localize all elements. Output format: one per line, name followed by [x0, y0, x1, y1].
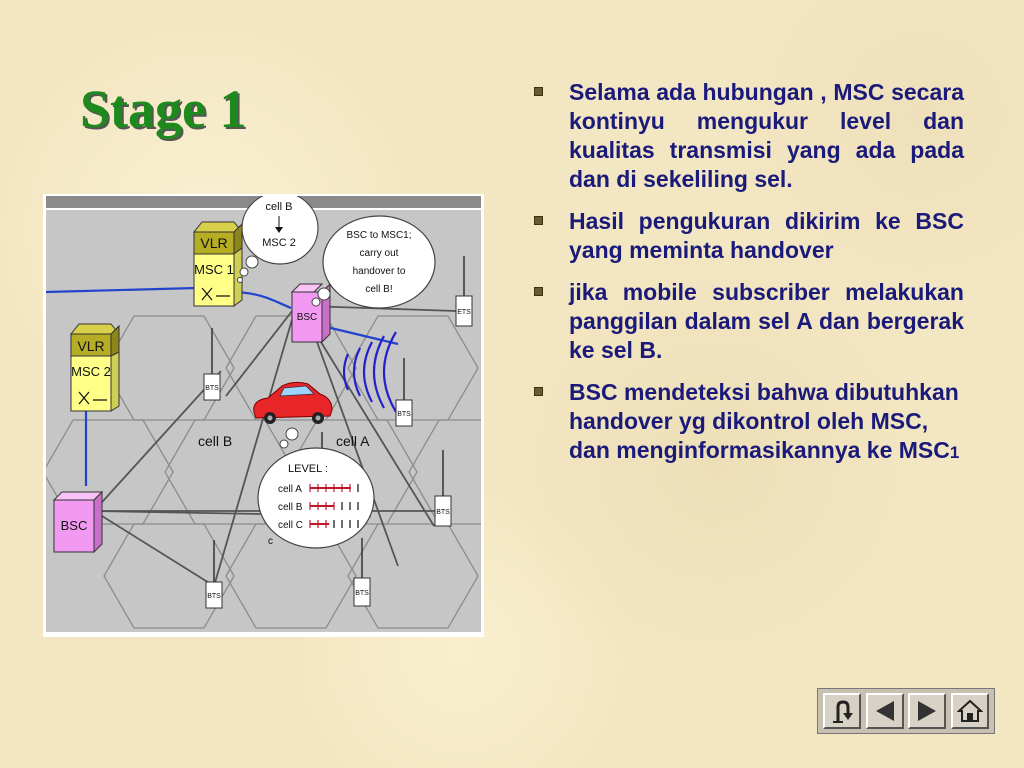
slide-title: Stage 1 — [80, 79, 247, 139]
bts-label: BTS — [205, 385, 219, 392]
bsc-bottom-unit — [54, 492, 102, 552]
u-turn-arrow-icon — [829, 698, 855, 724]
bullet-item — [532, 378, 964, 467]
next-slide-button[interactable] — [908, 693, 946, 729]
bubble-message-line: BSC to MSC1; — [346, 230, 412, 241]
msc1-unit — [194, 222, 242, 306]
msc2-vlr-label: VLR — [77, 338, 105, 354]
bullet-text: BSC mendeteksi bahwa dibutuhkan handover yg dikontrol oleh MSC, dan menginformasikannya ke MSC — [569, 379, 959, 463]
bullet-text: Hasil pengukuran dikirim ke BSC yang meminta handover — [569, 208, 964, 263]
bullet-marker — [534, 387, 543, 396]
bullet-item — [532, 78, 964, 194]
bullet-text: jika mobile subscriber melakukan panggilan dalam sel A dan bergerak ke sel B. — [569, 279, 964, 363]
triangle-left-icon — [872, 698, 898, 724]
bullet-item — [532, 278, 964, 365]
bullet-list — [532, 78, 964, 480]
msc1-vlr-label: VLR — [200, 235, 228, 251]
bullet-marker — [534, 87, 543, 96]
bullet-marker — [534, 216, 543, 225]
level-row-label: cell B — [278, 502, 303, 513]
bts-label: BTS — [355, 590, 369, 597]
cell-b-label: cell B — [198, 433, 233, 449]
bsc-bottom-label: BSC — [60, 518, 88, 533]
bubble-message-line: cell B! — [365, 284, 393, 295]
network-diagram — [46, 196, 481, 632]
bts-label: BTS — [397, 411, 411, 418]
navigation-bar — [817, 688, 995, 734]
house-icon — [957, 698, 983, 724]
level-title: LEVEL : — [288, 463, 328, 475]
bts-label: BTS — [436, 509, 450, 516]
previous-slide-button[interactable] — [866, 693, 904, 729]
bubble-message-line: carry out — [359, 248, 399, 259]
triangle-right-icon — [914, 698, 940, 724]
bubble-message-line: handover to — [352, 266, 406, 277]
bullet-suffix: 1 — [949, 443, 960, 462]
bts-right-label: ETS — [457, 309, 471, 316]
msc1-label: MSC 1 — [194, 262, 234, 277]
bullet-text: Selama ada hubungan , MSC secara kontinyu mengukur level dan kualitas transmisi yang ada pada dan di sekeliling sel. — [569, 79, 964, 192]
bullet-text-block — [569, 378, 964, 467]
level-row-label: cell C — [278, 520, 304, 531]
bubble-cell-label: cell B — [265, 201, 293, 213]
level-row-label: cell A — [278, 484, 302, 495]
bubble-msc-label: MSC 2 — [262, 237, 296, 249]
msc2-unit — [71, 324, 119, 411]
cell-a-label: cell A — [336, 433, 370, 449]
svg-text:c: c — [268, 536, 273, 547]
msc2-label: MSC 2 — [71, 364, 111, 379]
bullet-marker — [534, 287, 543, 296]
return-button[interactable] — [823, 693, 861, 729]
bullet-item — [532, 207, 964, 265]
bts-label: BTS — [207, 593, 221, 600]
home-button[interactable] — [951, 693, 989, 729]
handover-diagram — [43, 194, 484, 637]
bsc-top-label: BSC — [296, 312, 318, 323]
